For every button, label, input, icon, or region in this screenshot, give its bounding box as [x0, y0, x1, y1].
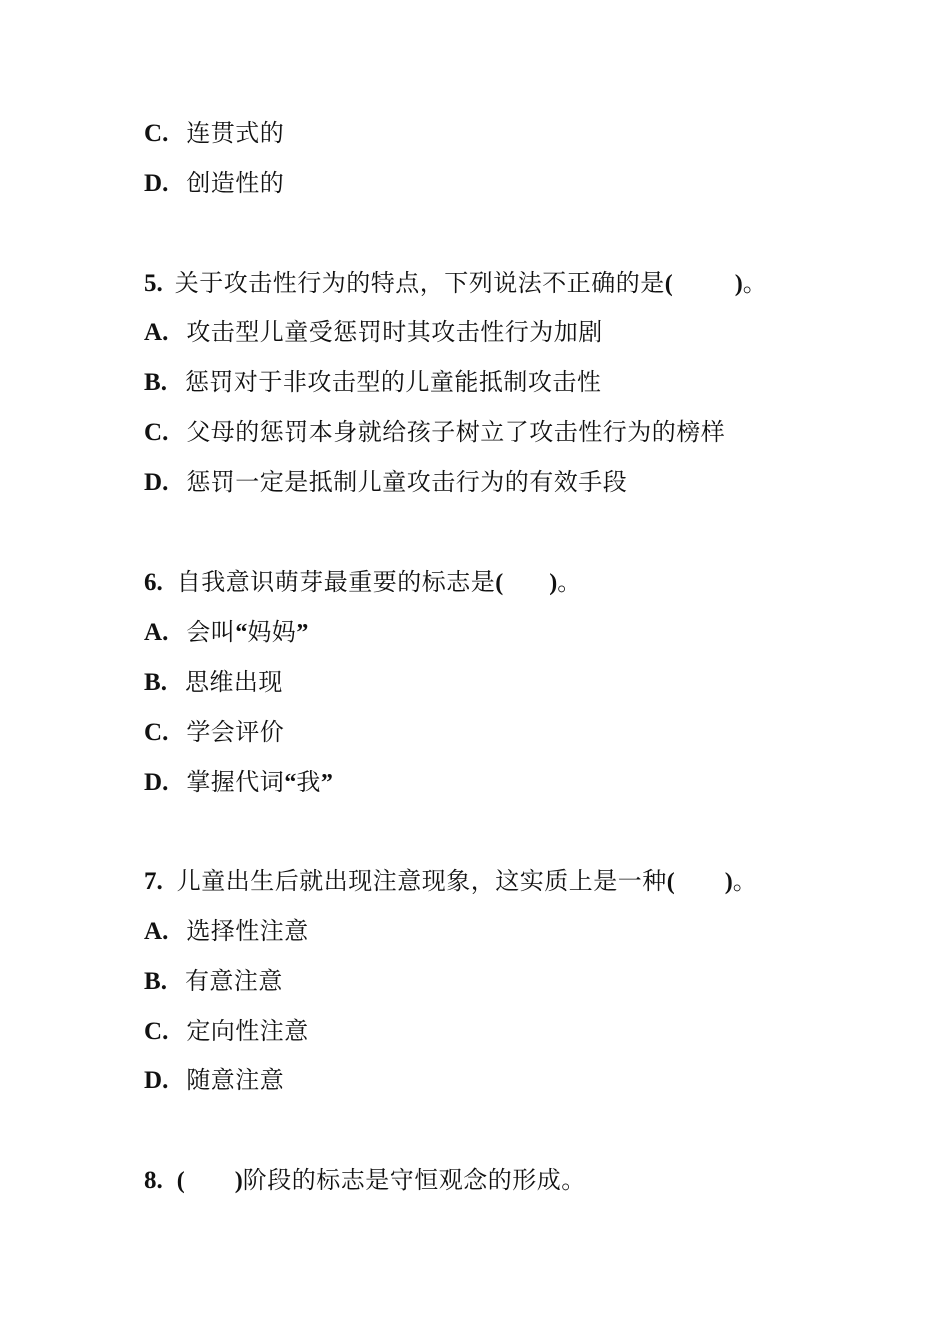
question-stem: 儿童出生后就出现注意现象，这实质上是一种: [176, 867, 667, 895]
question-6: 6. 自我意识萌芽最重要的标志是( )。: [144, 568, 582, 596]
option-label: D: [144, 469, 163, 496]
option-label: C: [144, 1018, 163, 1045]
option-text: 创造性的: [186, 169, 285, 197]
question-stem: 阶段的标志是守恒观念的形成。: [242, 1166, 586, 1194]
option-6a: A. 会叫“妈妈”: [144, 618, 309, 646]
option-4c: C. 连贯式的: [144, 119, 285, 147]
option-text: 攻击型儿童受惩罚时其攻击性行为加剧: [186, 318, 603, 346]
option-text: 惩罚对于非攻击型的儿童能抵制攻击性: [184, 368, 602, 396]
option-5d: D. 惩罚一定是抵制儿童攻击行为的有效手段: [144, 468, 628, 496]
quoted-text: 妈妈: [247, 618, 297, 646]
option-6c: C. 学会评价: [144, 718, 285, 746]
option-text: 惩罚一定是抵制儿童攻击行为的有效手段: [186, 468, 628, 496]
question-number: 7: [144, 868, 157, 895]
option-label: A: [144, 319, 163, 346]
option-label: A: [144, 918, 163, 945]
option-5c: C. 父母的惩罚本身就给孩子树立了攻击性行为的榜样: [144, 418, 726, 446]
option-label: D: [144, 170, 163, 197]
option-label: D: [144, 769, 163, 796]
quoted-text: 我: [296, 768, 321, 796]
option-6b: B. 思维出现: [144, 668, 283, 696]
option-6d: D. 掌握代词“我”: [144, 768, 333, 796]
option-4d: D. 创造性的: [144, 169, 285, 197]
option-text: 随意注意: [186, 1066, 285, 1094]
option-text: 学会评价: [186, 718, 285, 746]
question-5: 5. 关于攻击性行为的特点，下列说法不正确的是( )。: [144, 269, 767, 297]
question-stem: 关于攻击性行为的特点，下列说法不正确的是: [174, 269, 665, 297]
option-label: C: [144, 120, 163, 147]
option-text: 定向性注意: [186, 1017, 309, 1045]
option-text: 会叫: [186, 618, 236, 646]
option-7d: D. 随意注意: [144, 1066, 285, 1094]
option-text: 父母的惩罚本身就给孩子树立了攻击性行为的榜样: [186, 418, 726, 446]
option-label: B: [144, 369, 161, 396]
option-text: 选择性注意: [186, 917, 309, 945]
option-5b: B. 惩罚对于非攻击型的儿童能抵制攻击性: [144, 368, 602, 396]
option-7c: C. 定向性注意: [144, 1017, 309, 1045]
option-text: 连贯式的: [186, 119, 285, 147]
option-label: B: [144, 968, 161, 995]
option-text: 有意注意: [184, 967, 283, 995]
option-label: A: [144, 619, 163, 646]
question-number: 5: [144, 270, 157, 297]
question-number: 8: [144, 1167, 157, 1194]
option-text: 思维出现: [184, 668, 283, 696]
option-label: C: [144, 419, 163, 446]
question-7: 7. 儿童出生后就出现注意现象，这实质上是一种( )。: [144, 867, 757, 895]
option-text: 掌握代词: [186, 768, 285, 796]
question-number: 6: [144, 569, 157, 596]
option-7a: A. 选择性注意: [144, 917, 309, 945]
option-label: B: [144, 669, 161, 696]
option-label: C: [144, 719, 163, 746]
option-5a: A. 攻击型儿童受惩罚时其攻击性行为加剧: [144, 318, 603, 346]
option-7b: B. 有意注意: [144, 967, 283, 995]
question-stem: 自我意识萌芽最重要的标志是: [176, 568, 496, 596]
question-8: 8. ( )阶段的标志是守恒观念的形成。: [144, 1166, 586, 1194]
option-label: D: [144, 1067, 163, 1094]
